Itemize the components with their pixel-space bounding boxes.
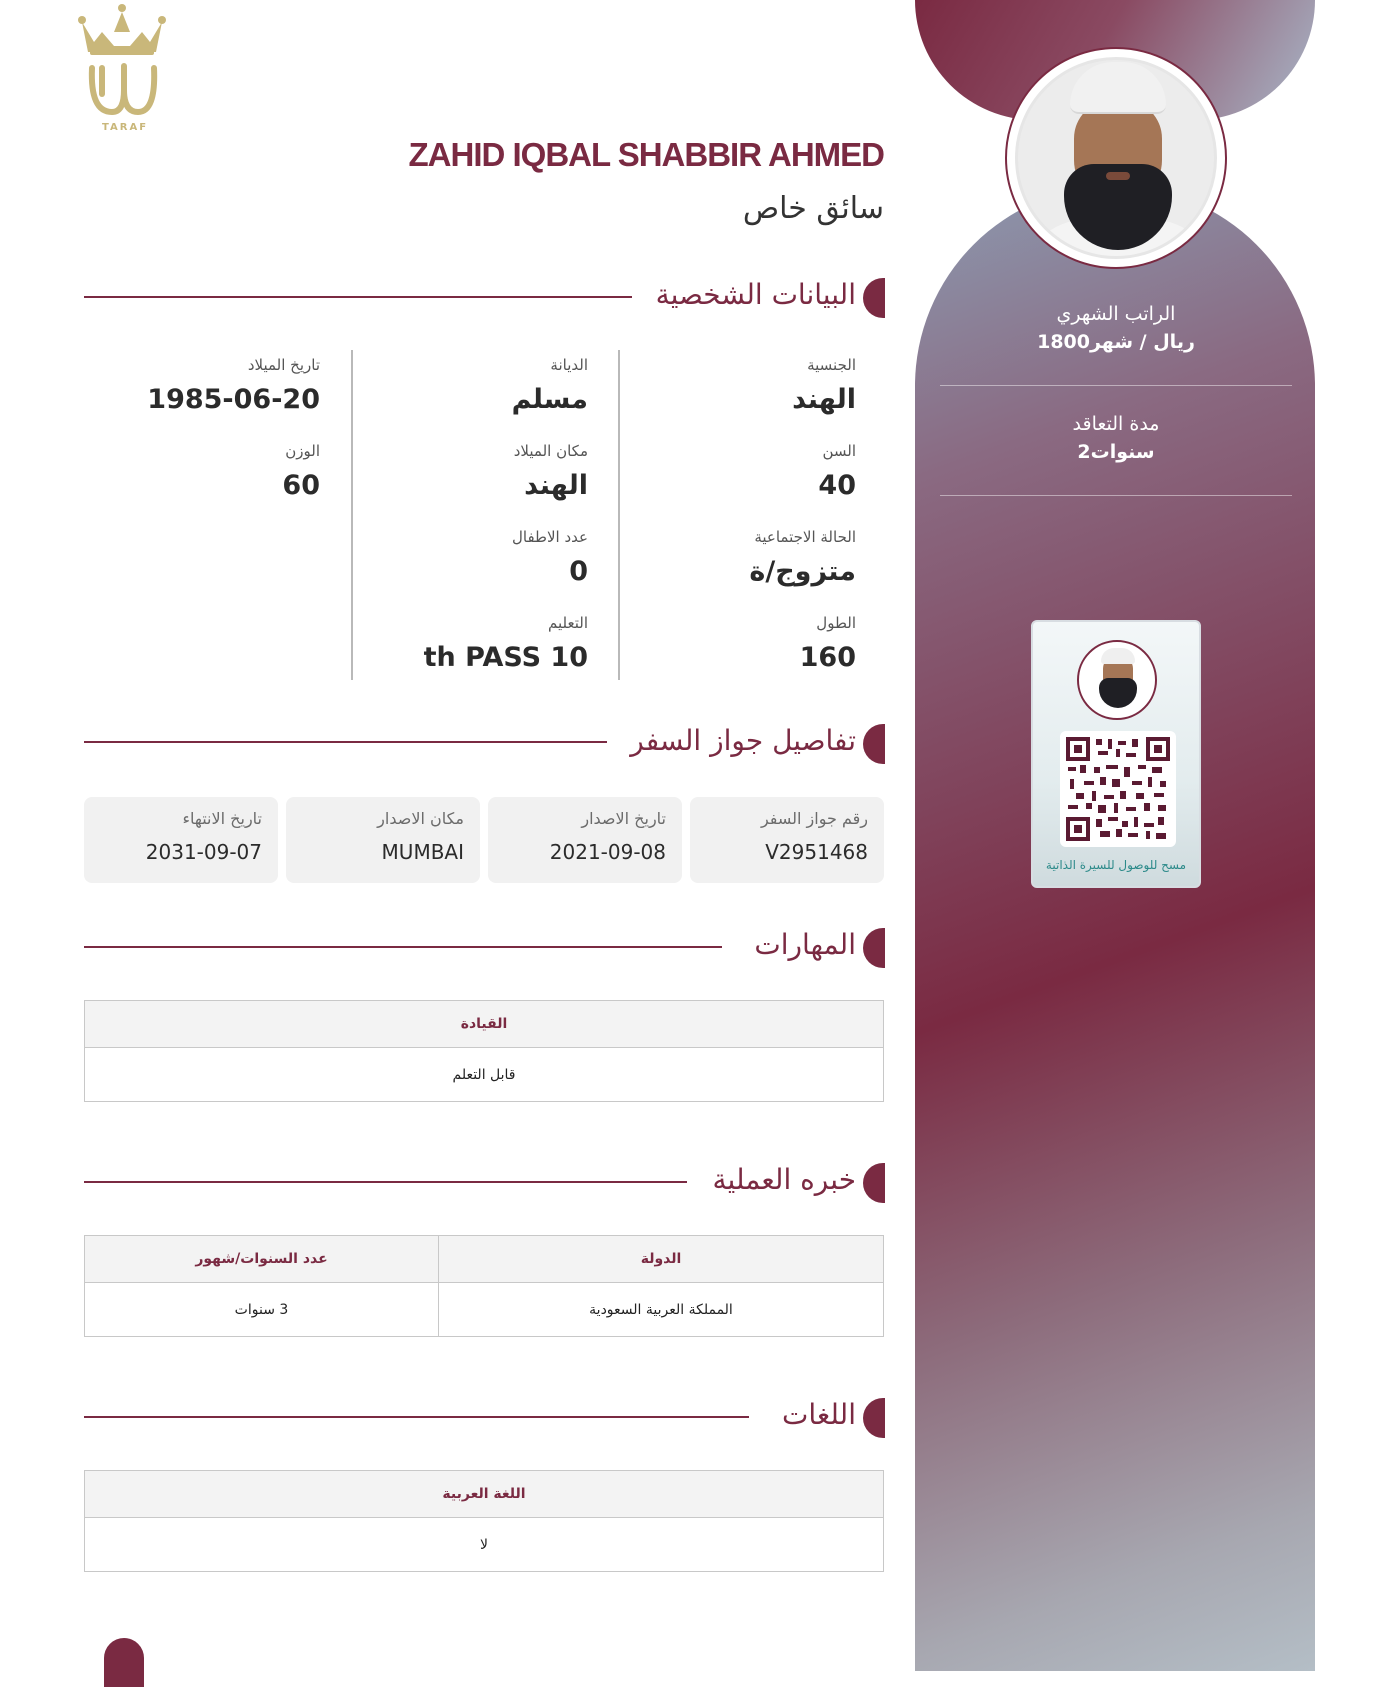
arabic-language-value: لا [85, 1518, 884, 1572]
nationality-value: الهند [792, 384, 856, 415]
section-title-passport: تفاصيل جواز السفر [630, 724, 856, 757]
salary-label: الراتب الشهري [1056, 303, 1176, 325]
qr-code[interactable] [1060, 731, 1176, 847]
salary-block [940, 303, 1292, 353]
section-title-personal: البيانات الشخصية [655, 278, 856, 311]
column-separator [351, 350, 353, 680]
country-header: الدولة [439, 1236, 884, 1283]
children-value: 0 [569, 556, 588, 587]
age-value: 40 [818, 470, 856, 501]
personal-column-2 [368, 356, 588, 700]
dob-label: تاريخ الميلاد [247, 356, 320, 374]
issue-date-card [488, 797, 682, 883]
issue-place-label: مكان الاصدار [377, 809, 464, 828]
contract-label: مدة التعاقد [1072, 413, 1160, 435]
footer-marker [104, 1638, 144, 1687]
section-rule [84, 741, 607, 743]
education-label: التعليم [548, 614, 588, 632]
issue-place-card [286, 797, 480, 883]
marital-status-value: متزوج/ة [749, 556, 856, 587]
column-separator [618, 350, 620, 680]
nationality-label: الجنسية [807, 356, 856, 374]
taraf-logo [72, 2, 172, 132]
salary-value: 1800ريال / شهر [1037, 331, 1195, 353]
weight-value: 60 [282, 470, 320, 501]
children-label: عدد الاطفال [512, 528, 588, 546]
profile-photo-frame [1005, 47, 1227, 269]
skills-header: القيادة [85, 1001, 884, 1048]
section-title-skills: المهارات [754, 928, 856, 961]
section-marker [863, 278, 885, 318]
job-title: سائق خاص [742, 191, 884, 226]
crown-logo-icon [72, 2, 172, 132]
passport-number-label: رقم جواز السفر [760, 809, 868, 828]
expiry-date-card [84, 797, 278, 883]
issue-date-label: تاريخ الاصدار [581, 809, 666, 828]
issue-place-value: MUMBAI [381, 840, 464, 864]
sidebar-panel [915, 186, 1315, 1671]
education-value: th PASS 10 [423, 642, 588, 673]
expiry-date-value: 2031-09-07 [145, 840, 262, 864]
arabic-language-header: اللغة العربية [85, 1471, 884, 1518]
passport-number-card [690, 797, 884, 883]
section-marker [863, 1163, 885, 1203]
experience-table [84, 1235, 884, 1337]
section-marker [863, 724, 885, 764]
candidate-name: ZAHID IQBAL SHABBIR AHMED [408, 136, 884, 173]
skills-table [84, 1000, 884, 1102]
section-marker [863, 928, 885, 968]
religion-label: الديانة [550, 356, 588, 374]
duration-header: عدد السنوات/شهور [85, 1236, 439, 1283]
passport-number-value: V2951468 [765, 840, 868, 864]
issue-date-value: 2021-09-08 [549, 840, 666, 864]
qr-card[interactable] [1031, 620, 1201, 888]
country-value: المملكة العربية السعودية [439, 1283, 884, 1337]
section-rule [84, 1181, 687, 1183]
religion-value: مسلم [511, 384, 588, 415]
marital-status-label: الحالة الاجتماعية [754, 528, 856, 546]
sidebar-divider [940, 385, 1292, 386]
skills-value: قابل التعلم [85, 1048, 884, 1102]
section-rule [84, 1416, 749, 1418]
qr-avatar [1077, 640, 1157, 720]
weight-label: الوزن [285, 442, 320, 460]
contract-block [940, 413, 1292, 463]
qr-caption: مسح للوصول للسيرة الذاتية [1045, 858, 1187, 872]
dob-value: 1985-06-20 [147, 384, 320, 415]
personal-column-3 [100, 356, 320, 528]
duration-value: 3 سنوات [85, 1283, 439, 1337]
birthplace-label: مكان الميلاد [513, 442, 588, 460]
height-value: 160 [799, 642, 856, 673]
contract-value: 2سنوات [1077, 441, 1155, 463]
birthplace-value: الهند [524, 470, 588, 501]
section-title-languages: اللغات [782, 1398, 856, 1431]
sidebar-divider [940, 495, 1292, 496]
qr-code-icon [1066, 737, 1170, 841]
section-rule [84, 946, 722, 948]
age-label: السن [822, 442, 856, 460]
section-rule [84, 296, 632, 298]
section-title-experience: خبره العملية [712, 1163, 856, 1196]
section-marker [863, 1398, 885, 1438]
personal-column-1 [636, 356, 856, 700]
logo-text: TARAF [102, 122, 149, 133]
languages-table [84, 1470, 884, 1572]
height-label: الطول [816, 614, 856, 632]
expiry-date-label: تاريخ الانتهاء [182, 809, 262, 828]
profile-photo [1015, 57, 1217, 259]
